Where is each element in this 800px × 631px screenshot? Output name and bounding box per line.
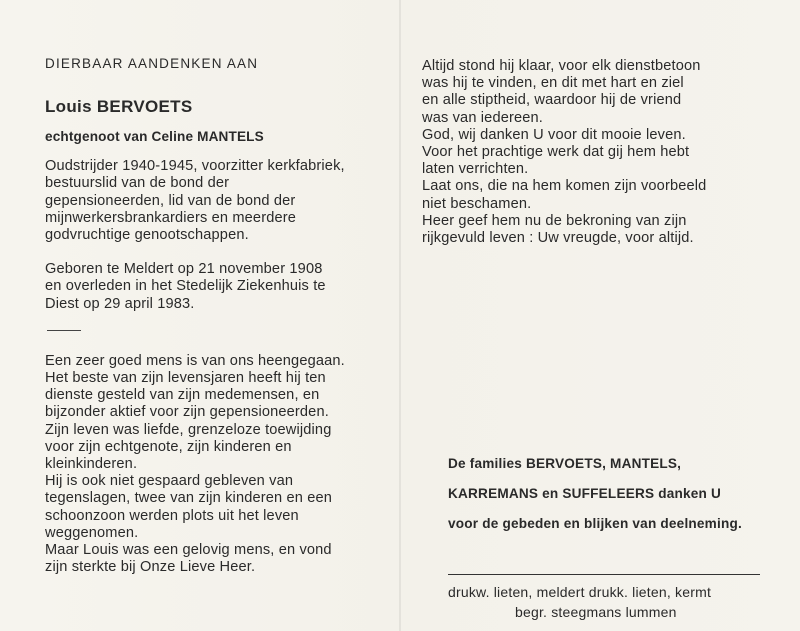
tribute-line: zijn sterkte bij Onze Lieve Heer. — [45, 559, 256, 576]
poem-line: God, wij danken U voor dit mooie leven. — [422, 126, 686, 143]
tribute-line: weggenomen. — [45, 524, 139, 541]
printer-line: drukw. lieten, meldert drukk. lieten, kermt — [448, 584, 712, 600]
birth-line: Diest op 29 april 1983. — [45, 295, 195, 312]
birth-line: Geboren te Meldert op 21 november 1908 — [45, 261, 323, 278]
tribute-line: kleinkinderen. — [45, 456, 138, 473]
poem-line: Voor het prachtige werk dat gij hem hebt — [422, 144, 690, 161]
poem-line: Laat ons, die na hem komen zijn voorbeeld — [422, 178, 707, 195]
poem-line: Altijd stond hij klaar, voor elk dienstbetoon — [422, 58, 701, 74]
poem-line: niet beschamen. — [422, 195, 532, 212]
birth-death-info — [45, 261, 375, 313]
card-fold — [399, 0, 401, 631]
spouse-line: echtgenoot van Celine MANTELS — [45, 129, 264, 145]
left-panel — [45, 55, 375, 576]
bio-line: mijnwerkersbrankardiers en meerdere — [45, 209, 297, 226]
tribute-line: Zijn leven was liefde, grenzeloze toewijding — [45, 421, 332, 438]
printer-divider — [448, 574, 760, 575]
poem-line: rijkgevuld leven : Uw vreugde, voor altijd. — [422, 230, 694, 247]
undertaker-line: begr. steegmans lummen — [515, 604, 677, 620]
right-panel — [422, 58, 782, 247]
separator-dash — [47, 330, 81, 331]
poem-line: was hij te vinden, en dit met hart en ziel — [422, 75, 684, 92]
tribute-line: dienste gesteld van zijn medemensen, en — [45, 387, 320, 404]
family-thanks — [448, 455, 778, 545]
thanks-line: KARREMANS en SUFFELEERS danken U — [448, 486, 722, 501]
bio-line: godvruchtige genootschappen. — [45, 227, 249, 244]
tribute-line: tegenslagen, twee van zijn kinderen en een — [45, 490, 333, 507]
poem-line: laten verrichten. — [422, 161, 529, 178]
printer-credits — [448, 582, 778, 622]
tribute-line: Maar Louis was een gelovig mens, en vond — [45, 542, 332, 559]
memorial-heading: DIERBAAR AANDENKEN AAN — [45, 56, 259, 71]
poem-line: was van iedereen. — [422, 109, 543, 126]
bio-line: Oudstrijder 1940-1945, voorzitter kerkfabriek, — [45, 158, 345, 175]
deceased-name: Louis BERVOETS — [45, 97, 193, 117]
bio-line: bestuurslid van de bond der — [45, 175, 230, 192]
tribute-line: Het beste van zijn levensjaren heeft hij ten — [45, 370, 326, 387]
tribute-line: schoonzoon werden plots uit het leven — [45, 507, 299, 524]
poem-text — [422, 58, 782, 247]
tribute-line: voor zijn echtgenote, zijn kinderen en — [45, 438, 292, 455]
biography — [45, 158, 375, 244]
thanks-line: De families BERVOETS, MANTELS, — [448, 456, 682, 471]
tribute-line: Een zeer goed mens is van ons heengegaan. — [45, 352, 345, 369]
thanks-line: voor de gebeden en blijken van deelneming. — [448, 516, 742, 531]
tribute-line: Hij is ook niet gespaard gebleven van — [45, 473, 294, 490]
poem-line: Heer geef hem nu de bekroning van zijn — [422, 212, 687, 229]
tribute-line: bijzonder aktief voor zijn gepensioneerden. — [45, 404, 329, 421]
tribute-text — [45, 353, 375, 577]
poem-line: en alle stiptheid, waardoor hij de vriend — [422, 92, 682, 109]
bio-line: gepensioneerden, lid van de bond der — [45, 192, 296, 209]
birth-line: en overleden in het Stedelijk Ziekenhuis te — [45, 278, 326, 295]
